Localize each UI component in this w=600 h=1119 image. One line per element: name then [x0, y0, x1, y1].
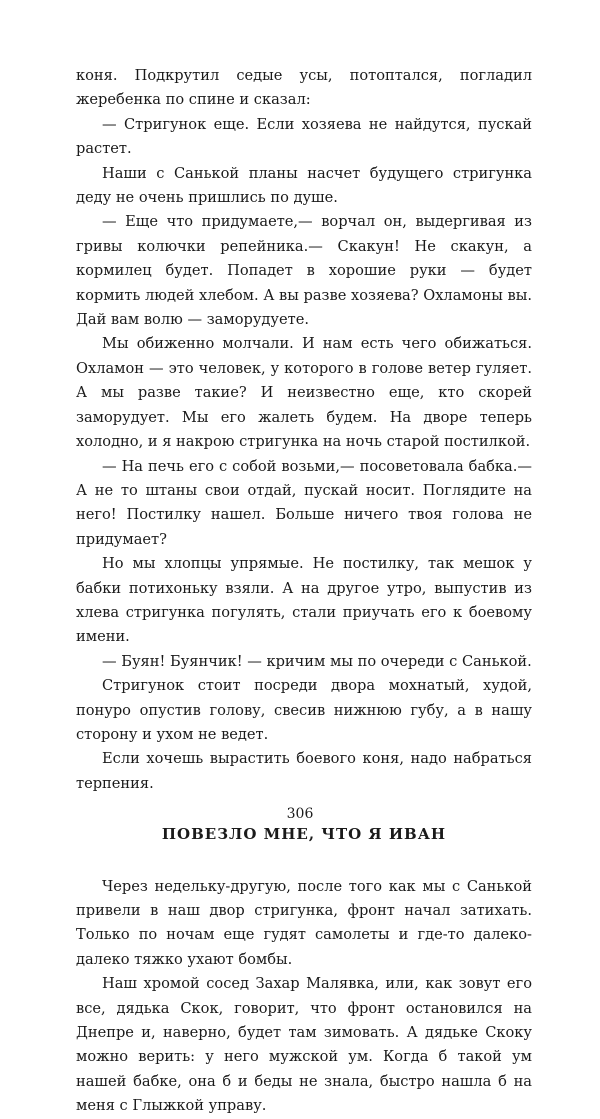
paragraph: Стригунок стоит посреди двора мохнатый, худой, понуро опустив голову, свесив нижнюю губу, а в нашу сторону и ухом не ведет.: [76, 677, 532, 743]
paragraph: Наши с Санькой планы насчет будущего стригунка деду не очень пришлись по душе.: [76, 164, 532, 207]
paragraph: коня. Подкрутил седые усы, потоптался, погладил жеребенка по спине и сказал:: [76, 67, 532, 109]
paragraphs-top: [76, 64, 532, 796]
paragraph: Но мы хлопцы упрямые. Не постилку, так мешок у бабки потихоньку взяли. А на другое утро, выпустив из хлева стригунка погулять, стали приучать его к боевому имени.: [76, 555, 532, 646]
paragraph: — Еще что придумаете,— ворчал он, выдергивая из гривы колючки репейника.— Скакун! Не скакун, а кормилец будет. Попадет в хорошие руки — будет кормить людей хлебом. А вы разве хозяева? Охламоны вы. Дай вам волю — заморудуете.: [76, 213, 532, 329]
text-body: [76, 64, 532, 1119]
paragraph: Через недельку-другую, после того как мы с Санькой привели в наш двор стригунка, фронт начал затихать. Только по ночам еще гудят самолеты и где-то далеко-далеко тяжко ухают бомбы.: [76, 877, 532, 968]
page-number: 306: [286, 806, 314, 822]
paragraph: — На печь его с собой возьми,— посоветовала бабка.— А не то штаны свои отдай, пускай носит. Поглядите на него! Постилку нашел. Больше ничего твоя голова не придумает?: [76, 457, 532, 548]
paragraph: Мы обиженно молчали. И нам есть чего обижаться. Охламон — это человек, у которого в голове ветер гуляет. А мы разве такие? И неизвестно еще, кто скорей заморудует. Мы его жалеть будем. На дворе теперь холодно, и я накрою стригунка на ночь старой постилкой.: [76, 335, 532, 451]
paragraphs-bottom: [76, 875, 532, 1119]
paragraph: — Буян! Буянчик! — кричим мы по очереди с Санькой.: [102, 652, 532, 670]
chapter-heading: ПОВЕЗЛО МНЕ, ЧТО Я ИВАН: [161, 825, 447, 844]
paragraph: Если хочешь вырастить боевого коня, надо набраться терпения.: [76, 750, 532, 792]
paragraph: — Стригунок еще. Если хозяева не найдутся, пускай растет.: [76, 115, 532, 158]
paragraph: Наш хромой сосед Захар Малявка, или, как зовут его все, дядька Скок, говорит, что фронт остановился на Днепре и, наверно, будет там зимовать. А дядьке Скоку можно верить: у него мужской ум. Когда б такой ум нашей бабке, она б и беды не знала, быстро нашла б на меня с Глыжкой управу.: [76, 975, 532, 1115]
